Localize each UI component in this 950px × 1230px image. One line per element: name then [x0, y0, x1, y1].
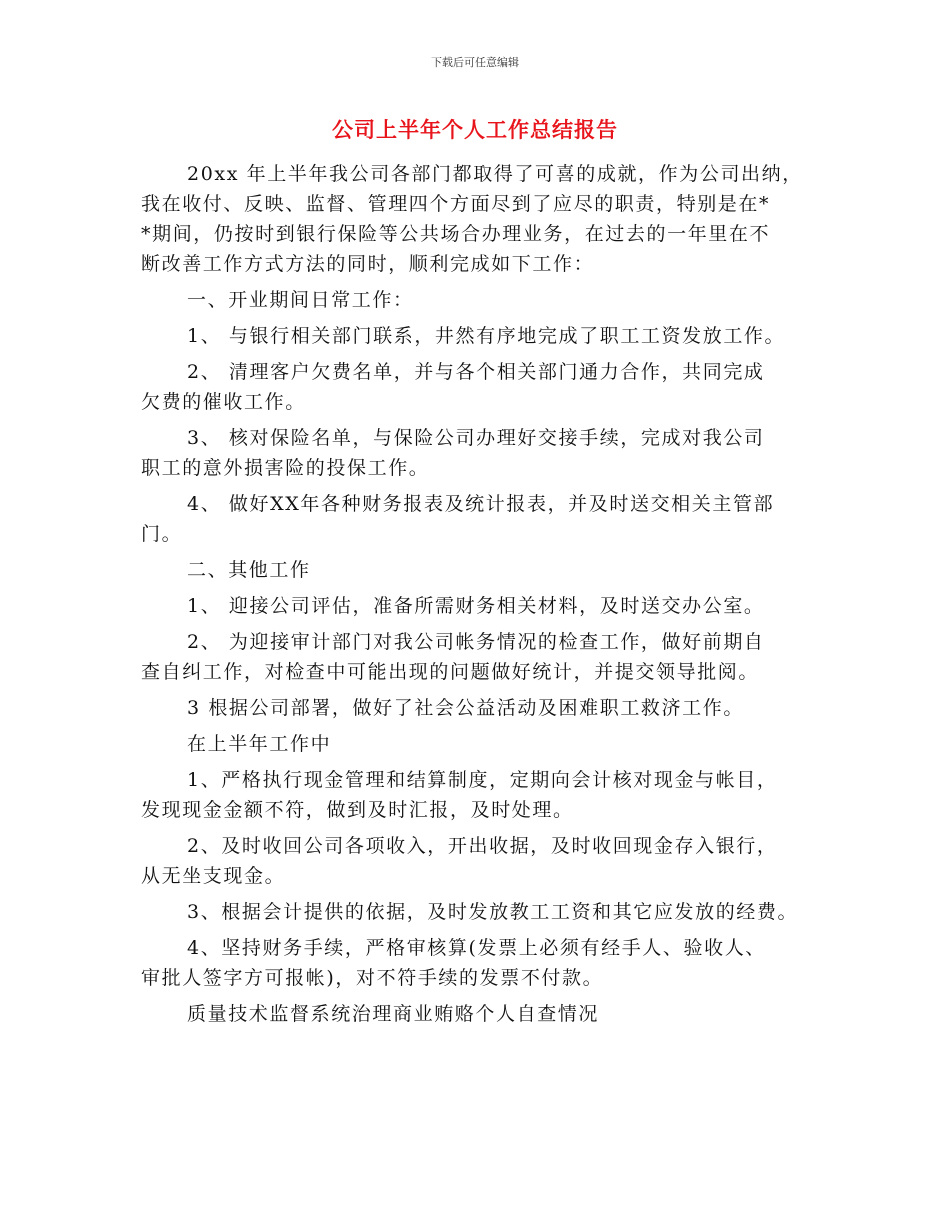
- paragraph: [141, 897, 821, 927]
- header-note: 下载后可任意编辑: [431, 56, 519, 69]
- paragraph: [141, 765, 821, 825]
- paragraph-line: 1、 与银行相关部门联系，井然有序地完成了职工工资发放工作。: [187, 325, 786, 347]
- paragraph-line: *期间，仍按时到银行保险等公共场合办理业务，在过去的一年里在不: [141, 223, 771, 245]
- paragraph-line: 在上半年工作中: [187, 733, 332, 755]
- paragraph-line: 职工的意外损害险的投保工作。: [141, 457, 430, 479]
- paragraph: [141, 555, 821, 585]
- paragraph: [141, 159, 821, 279]
- paragraph: [141, 285, 821, 315]
- paragraph: [141, 933, 821, 993]
- paragraph-line: 我在收付、反映、监督、管理四个方面尽到了应尽的职责，特别是在*: [141, 193, 771, 215]
- paragraph-line: 1、严格执行现金管理和结算制度，定期向会计核对现金与帐目，: [187, 769, 778, 791]
- paragraph-line: 2、 为迎接审计部门对我公司帐务情况的检查工作，做好前期自: [187, 631, 765, 653]
- paragraph: [141, 357, 821, 417]
- paragraph: [141, 489, 821, 549]
- paragraph: [141, 693, 821, 723]
- document-body: [141, 159, 821, 1035]
- paragraph: [141, 831, 821, 891]
- paragraph-line: 一、开业期间日常工作：: [187, 289, 414, 311]
- paragraph-line: 3、根据会计提供的依据，及时发放教工工资和其它应发放的经费。: [187, 901, 799, 923]
- paragraph: [141, 591, 821, 621]
- paragraph-line: 1、 迎接公司评估，准备所需财务相关材料，及时送交办公室。: [187, 595, 765, 617]
- paragraph-line: 断改善工作方式方法的同时，顺利完成如下工作：: [141, 253, 595, 275]
- paragraph-line: 4、 做好XX年各种财务报表及统计报表，并及时送交相关主管部: [187, 493, 775, 515]
- paragraph-line: 审批人签字方可报帐)，对不符手续的发票不付款。: [141, 967, 604, 989]
- paragraph-line: 从无坐支现金。: [141, 865, 286, 887]
- paragraph-line: 查自纠工作，对检查中可能出现的问题做好统计，并提交领导批阅。: [141, 661, 760, 683]
- paragraph-line: 2、 清理客户欠费名单，并与各个相关部门通力合作，共同完成: [187, 361, 765, 383]
- paragraph-line: 质量技术监督系统治理商业贿赂个人自查情况: [187, 1003, 600, 1025]
- paragraph-line: 3 根据公司部署，做好了社会公益活动及困难职工救济工作。: [187, 697, 744, 719]
- paragraph-line: 发现现金金额不符，做到及时汇报，及时处理。: [141, 799, 574, 821]
- paragraph-line: 门。: [141, 523, 183, 545]
- paragraph: [141, 321, 821, 351]
- paragraph: [141, 423, 821, 483]
- paragraph-line: 二、其他工作: [187, 559, 311, 581]
- paragraph-line: 3、 核对保险名单，与保险公司办理好交接手续，完成对我公司: [187, 427, 765, 449]
- paragraph-line: 欠费的催收工作。: [141, 391, 306, 413]
- paragraph-line: 4、坚持财务手续，严格审核算(发票上必须有经手人、验收人、: [187, 937, 766, 959]
- paragraph: [141, 999, 821, 1029]
- document-title: 公司上半年个人工作总结报告: [332, 118, 618, 142]
- paragraph: [141, 729, 821, 759]
- paragraph: [141, 627, 821, 687]
- paragraph-line: 20xx 年上半年我公司各部门都取得了可喜的成就，作为公司出纳，: [187, 163, 803, 185]
- paragraph-line: 2、及时收回公司各项收入，开出收据，及时收回现金存入银行，: [187, 835, 778, 857]
